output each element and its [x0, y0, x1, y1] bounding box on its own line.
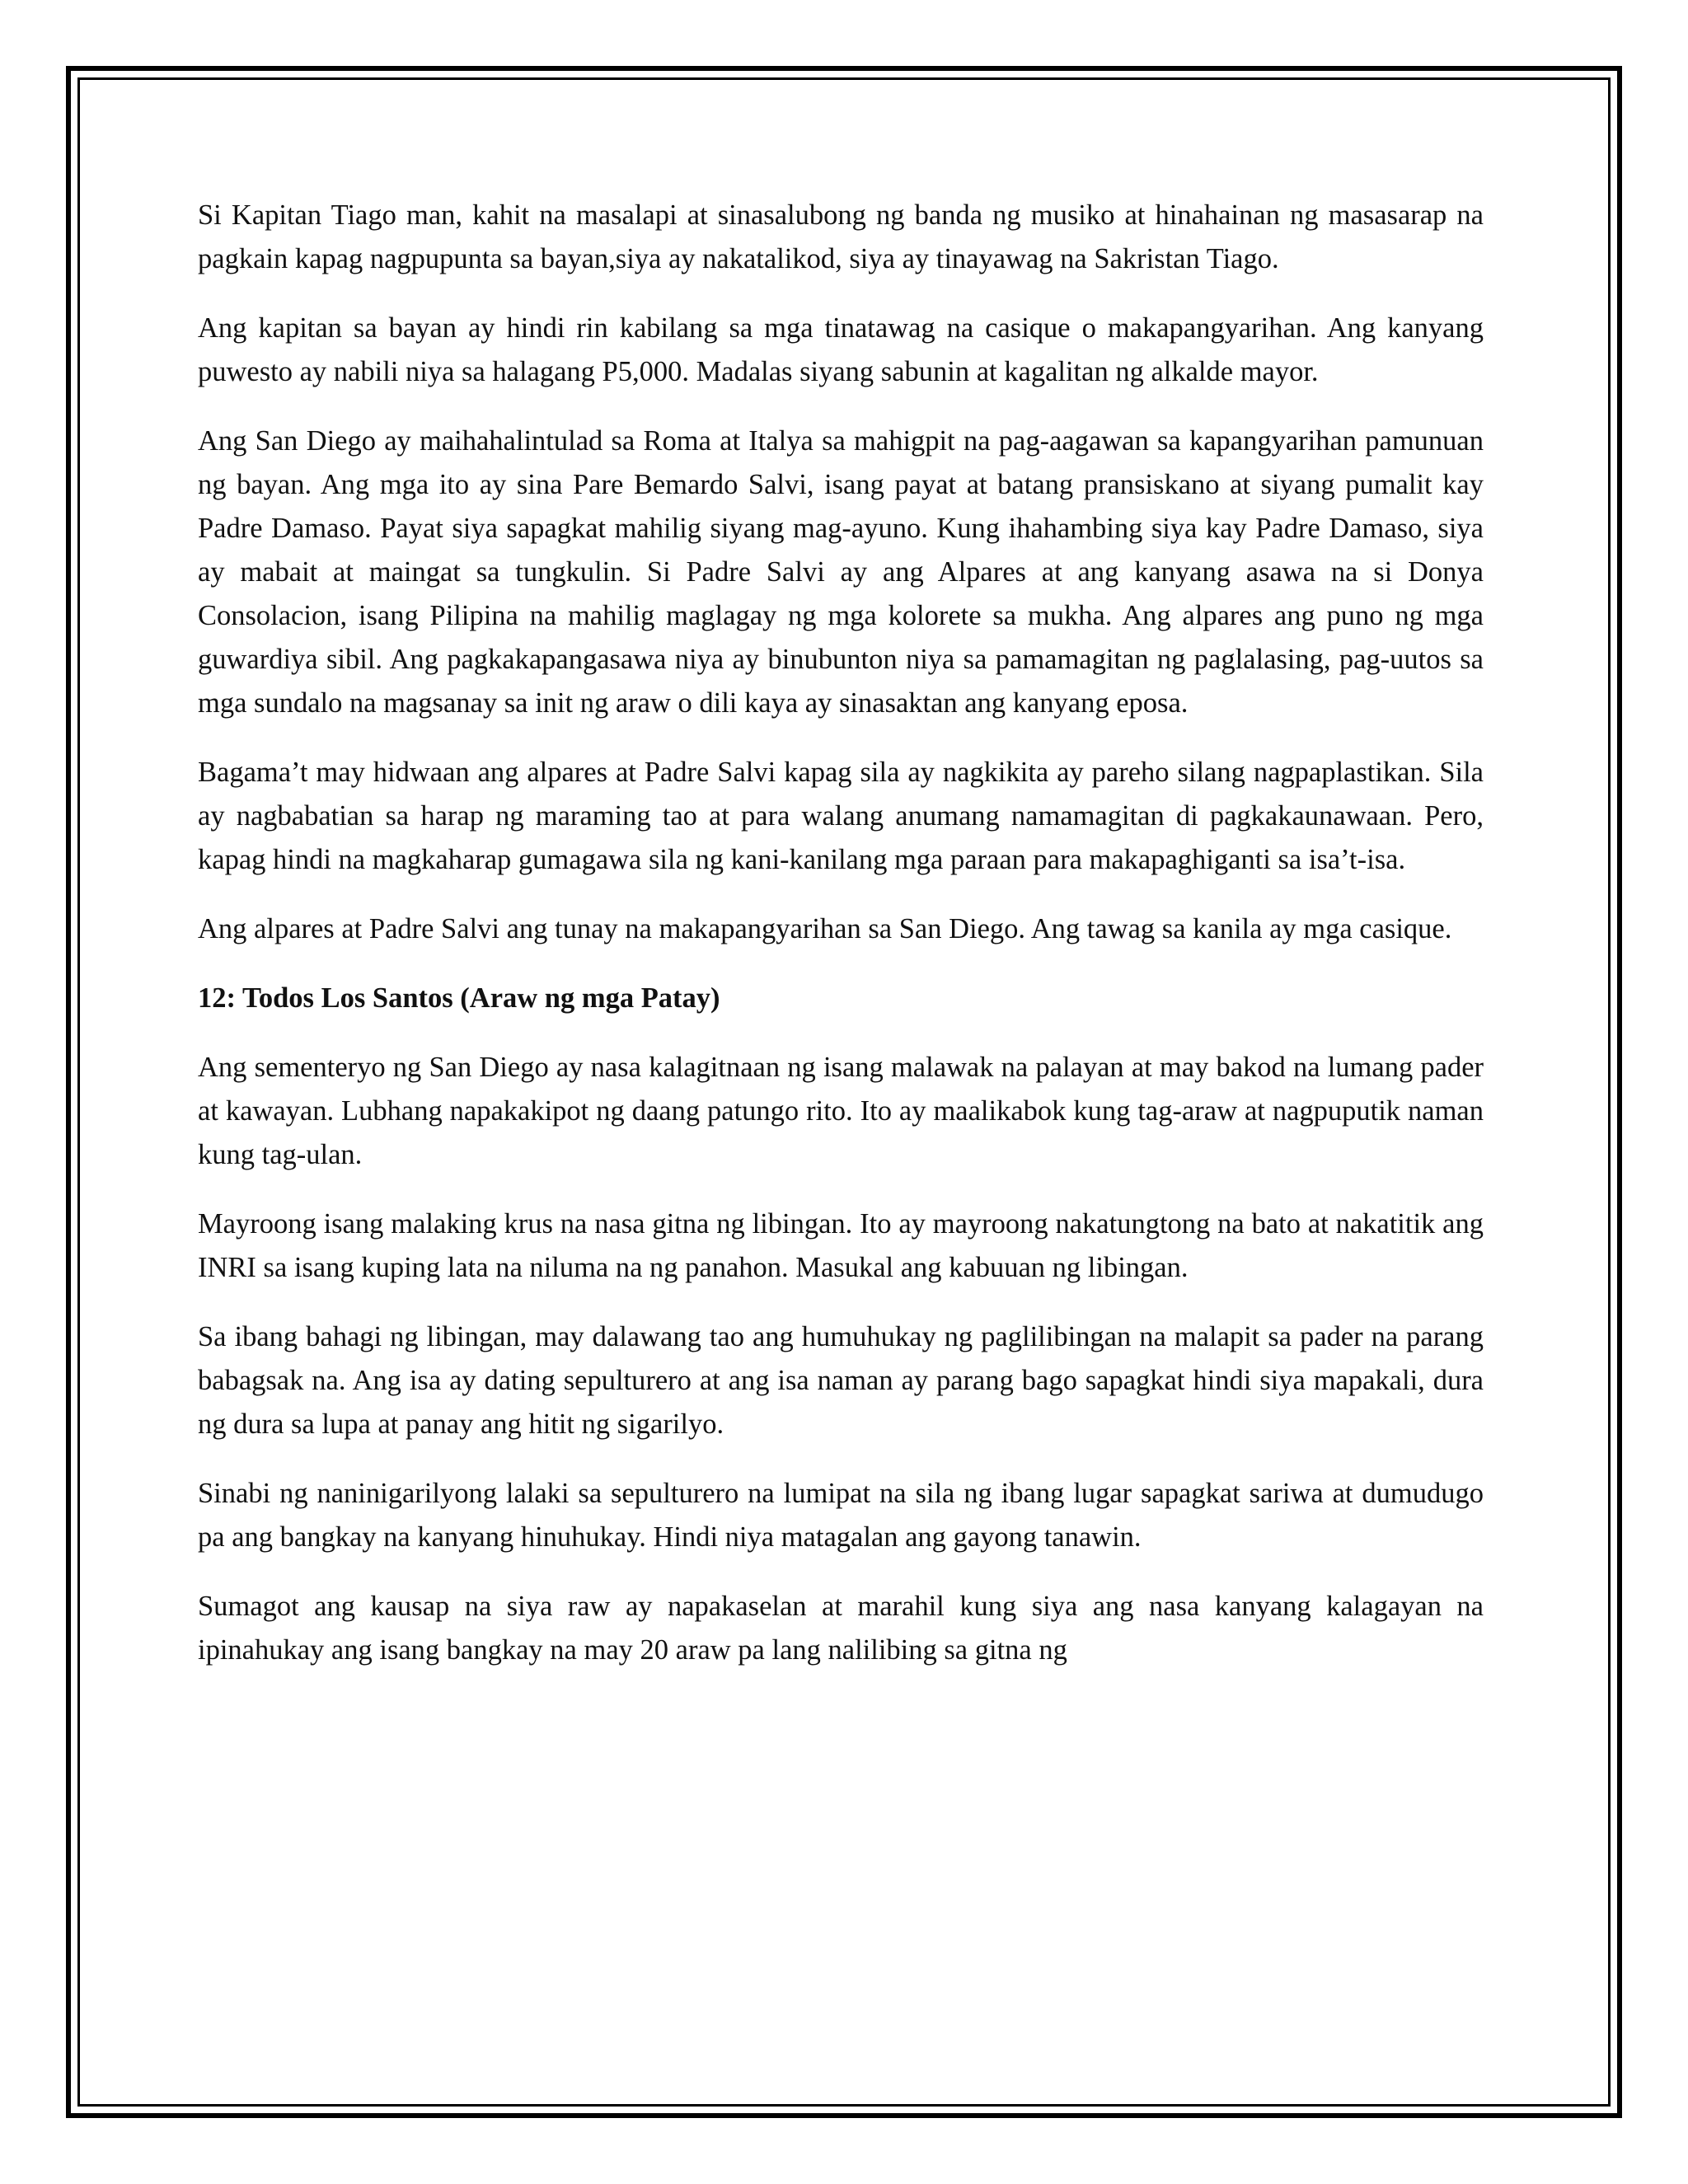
paragraph-san-diego: Ang San Diego ay maihahalintulad sa Roma at Italya sa mahigpit na pag-aagawan sa kapangyarihan pamunuan ng bayan. Ang mga ito ay sina Pare Bemardo Salvi, isang payat at batang pransiskano at siyang pumalit kay Padre Damaso. Payat siya sapagkat mahilig siyang mag-ayuno. Kung ihahambing siya kay Padre Damaso, siya ay mabait at maingat sa tungkulin. Si Padre Salvi ay ang Alpares at ang kanyang asawa na si Donya Consolacion, isang Pilipina na mahilig maglagay ng mga kolorete sa mukha. Ang alpares ang puno ng mga guwardiya sibil. Ang pagkakapangasawa niya ay binubunton niya sa pamamagitan ng paglalasing, pag-uutos sa mga sundalo na magsanay sa init ng araw o dili kaya ay sinasaktan ang kanyang eposa.	[198, 425, 1484, 719]
paragraph-krus: Mayroong isang malaking krus na nasa gitna ng libingan. Ito ay mayroong nakatungtong na bato at nakatitik ang INRI sa isang kuping lata na niluma na ng panahon. Masukal ang kabuuan ng libingan.	[198, 1208, 1484, 1283]
paragraph-kapitan-bayan: Ang kapitan sa bayan ay hindi rin kabilang sa mga tinatawag na casique o makapangyarihan. Ang kanyang puwesto ay nabili niya sa halagang P5,000. Madalas siyang sabunin at kagalitan ng alkalde mayor.	[198, 312, 1484, 387]
paragraph-sumagot: Sumagot ang kausap na siya raw ay napakaselan at marahil kung siya ang nasa kanyang kalagayan na ipinahukay ang isang bangkay na may 20 araw pa lang nalilibing sa gitna ng	[198, 1591, 1484, 1666]
paragraph-kapitan-tiago: Si Kapitan Tiago man, kahit na masalapi at sinasalubong ng banda ng musiko at hinahainan ng masasarap na pagkain kapag nagpupunta sa bayan,siya ay nakatalikod, siya ay tinayawag na Sakristan Tiago.	[198, 199, 1484, 274]
paragraph-hidwaan: Bagama’t may hidwaan ang alpares at Padre Salvi kapag sila ay nagkikita ay pareho silang nagpaplastikan. Sila ay nagbabatian sa harap ng maraming tao at para walang anumang namamagitan di pagkakaunawaan. Pero, kapag hindi na magkaharap gumagawa sila ng kani-kanilang mga paraan para makapaghiganti sa isa’t-isa.	[198, 757, 1484, 875]
document-body	[198, 194, 1484, 1698]
paragraph-humuhukay: Sa ibang bahagi ng libingan, may dalawang tao ang humuhukay ng paglilibingan na malapit sa pader na parang babagsak na. Ang isa ay dating sepulturero at ang isa naman ay parang bago sapagkat hindi siya mapakali, dura ng dura sa lupa at panay ang hitit ng sigarilyo.	[198, 1321, 1484, 1440]
section-heading: 12: Todos Los Santos (Araw ng mga Patay)	[198, 982, 720, 1014]
paragraph-naninigarilyo: Sinabi ng naninigarilyong lalaki sa sepulturero na lumipat na sila ng ibang lugar sapagkat sariwa at dumudugo pa ang bangkay na kanyang hinuhukay. Hindi niya matagalan ang gayong tanawin.	[198, 1478, 1484, 1553]
paragraph-casique: Ang alpares at Padre Salvi ang tunay na makapangyarihan sa San Diego. Ang tawag sa kanila ay mga casique.	[198, 913, 1452, 944]
paragraph-sementeryo: Ang sementeryo ng San Diego ay nasa kalagitnaan ng isang malawak na palayan at may bakod na lumang pader at kawayan. Lubhang napakakipot ng daang patungo rito. Ito ay maalikabok kung tag-araw at nagpuputik naman kung tag-ulan.	[198, 1052, 1484, 1170]
